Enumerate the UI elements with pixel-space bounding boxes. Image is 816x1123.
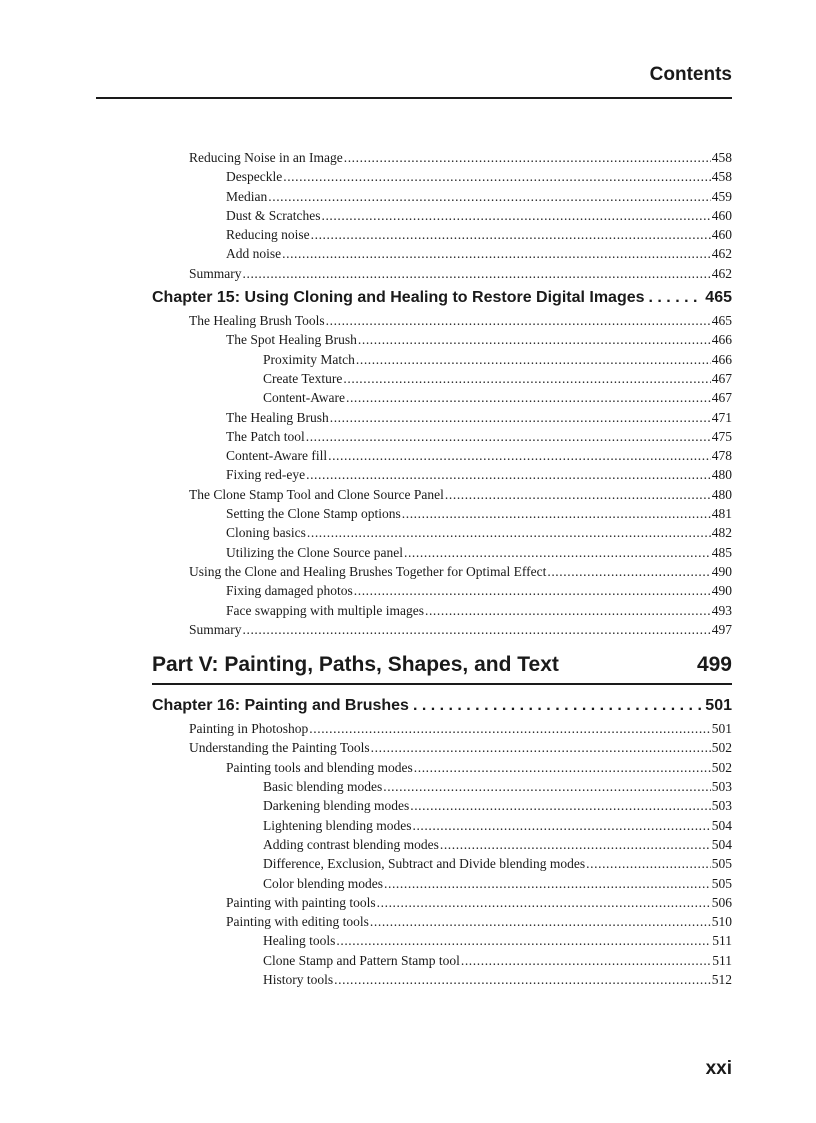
toc-entry[interactable]: The Healing Brush ..... 471 [152,408,732,427]
toc-entry[interactable]: Create Texture ..... 467 [152,369,732,388]
dot-leader [307,523,711,542]
dot-leader [412,816,710,835]
toc-entry[interactable]: Add noise ..... 462 [152,244,732,263]
dot-leader [370,912,711,931]
dot-leader [336,931,711,950]
toc-entry[interactable]: The Spot Healing Brush ..... 466 [152,330,732,349]
dot-leader [358,330,711,349]
toc-entry[interactable]: Face swapping with multiple images ..... 493 [152,601,732,620]
toc-entry[interactable]: Darkening blending modes ..... 503 [152,796,732,815]
toc-entry[interactable]: Content-Aware ..... 467 [152,388,732,407]
table-of-contents [152,148,732,989]
dot-leader [330,408,711,427]
dot-leader [413,693,701,719]
dot-leader [311,225,711,244]
dot-leader [343,369,710,388]
toc-entry[interactable]: History tools ..... 512 [152,970,732,989]
dot-leader [377,893,711,912]
dot-leader [243,264,711,283]
dot-leader [445,485,711,504]
toc-entry[interactable]: Adding contrast blending modes ..... 504 [152,835,732,854]
toc-entry[interactable]: Painting in Photoshop ..... 501 [152,719,732,738]
toc-entry[interactable]: Painting with editing tools ..... 510 [152,912,732,931]
dot-leader [321,206,710,225]
dot-leader [402,504,711,523]
toc-entry[interactable]: Cloning basics ..... 482 [152,523,732,542]
toc-entry[interactable]: Lightening blending modes ..... 504 [152,816,732,835]
dot-leader [384,874,711,893]
dot-leader [309,719,710,738]
toc-entry[interactable]: Understanding the Painting Tools ..... 502 [152,738,732,757]
dot-leader [268,187,711,206]
toc-entry[interactable]: Painting tools and blending modes ..... 502 [152,758,732,777]
dot-leader [371,738,711,757]
dot-leader [586,854,711,873]
dot-leader [356,350,711,369]
header-rule [96,97,732,99]
toc-entry[interactable]: Despeckle ..... 458 [152,167,732,186]
dot-leader [414,758,711,777]
dot-leader [410,796,711,815]
dot-leader [354,581,711,600]
toc-part-5[interactable]: Part V: Painting, Paths, Shapes, and Text 499 [152,653,732,685]
toc-entry[interactable]: Content-Aware fill ..... 478 [152,446,732,465]
toc-entry[interactable]: Median ..... 459 [152,187,732,206]
dot-leader [461,951,711,970]
toc-entry[interactable]: Proximity Match ..... 466 [152,350,732,369]
toc-entry[interactable]: Fixing damaged photos ..... 490 [152,581,732,600]
dot-leader [547,562,710,581]
toc-entry[interactable]: The Healing Brush Tools ..... 465 [152,311,732,330]
toc-entry[interactable]: Clone Stamp and Pattern Stamp tool ..... 511 [152,951,732,970]
toc-entry[interactable]: Basic blending modes ..... 503 [152,777,732,796]
toc-entry[interactable]: Using the Clone and Healing Brushes Together for Optimal Effect ..... 490 [152,562,732,581]
toc-chapter-16[interactable]: Chapter 16: Painting and Brushes . . . 501 [152,693,732,719]
toc-entry[interactable]: Reducing Noise in an Image ..... 458 [152,148,732,167]
dot-leader [243,620,711,639]
toc-entry[interactable]: Summary ..... 462 [152,264,732,283]
toc-entry[interactable]: Utilizing the Clone Source panel ..... 485 [152,543,732,562]
dot-leader [306,427,711,446]
toc-entry[interactable]: Dust & Scratches ..... 460 [152,206,732,225]
dot-leader [326,311,711,330]
toc-entry[interactable]: Difference, Exclusion, Subtract and Divide blending modes ..... 505 [152,854,732,873]
dot-leader [344,148,711,167]
toc-entry[interactable]: Setting the Clone Stamp options ..... 481 [152,504,732,523]
toc-entry[interactable]: Summary ..... 497 [152,620,732,639]
dot-leader [346,388,711,407]
toc-entry[interactable]: Fixing red-eye ..... 480 [152,465,732,484]
dot-leader [383,777,711,796]
dot-leader [306,465,711,484]
toc-entry[interactable]: Color blending modes ..... 505 [152,874,732,893]
dot-leader [328,446,711,465]
dot-leader [282,244,711,263]
dot-leader [425,601,711,620]
toc-entry[interactable]: The Patch tool ..... 475 [152,427,732,446]
dot-leader [283,167,711,186]
running-header-title: Contents [649,64,732,85]
dot-leader [649,285,702,311]
toc-entry[interactable]: Painting with painting tools ..... 506 [152,893,732,912]
page-number: xxi [705,1058,732,1079]
dot-leader [440,835,711,854]
dot-leader [334,970,711,989]
toc-chapter-15[interactable]: Chapter 15: Using Cloning and Healing to Restore Digital Images . . . 465 [152,285,732,311]
toc-entry[interactable]: The Clone Stamp Tool and Clone Source Panel ..... 480 [152,485,732,504]
toc-entry[interactable]: Reducing noise ..... 460 [152,225,732,244]
dot-leader [404,543,711,562]
toc-entry[interactable]: Healing tools ..... 511 [152,931,732,950]
